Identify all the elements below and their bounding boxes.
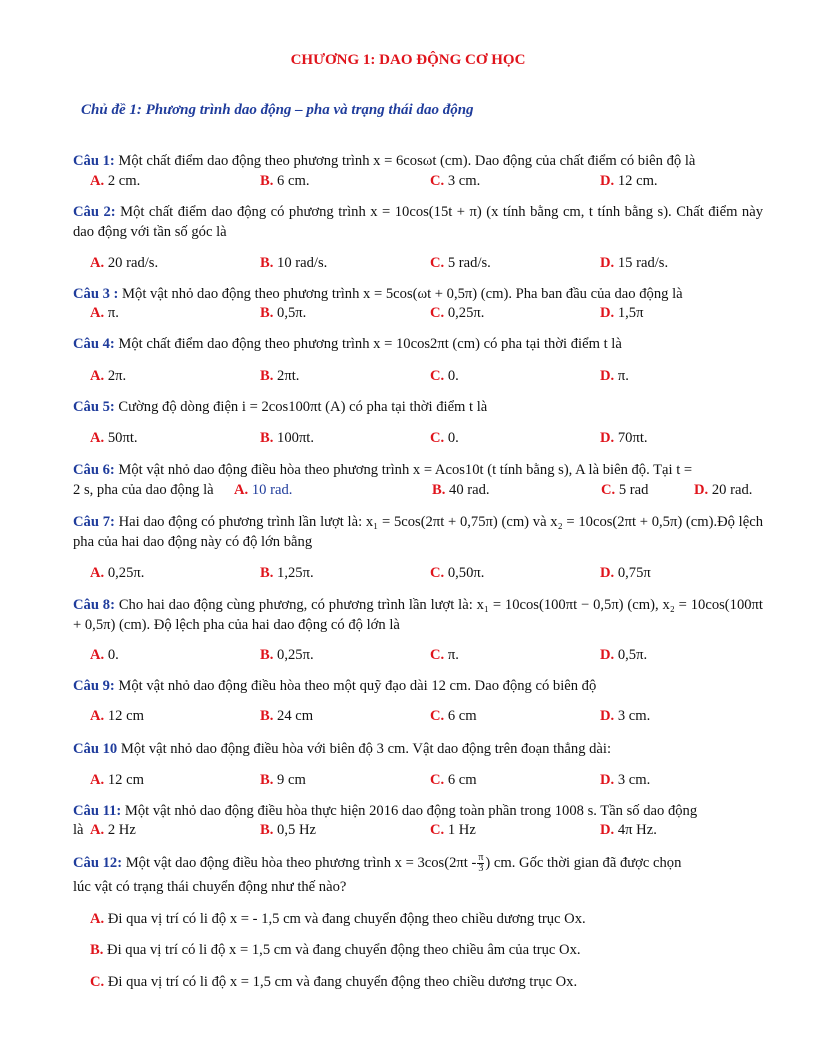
option-text: 12 cm — [107, 708, 144, 724]
option-letter: D. — [600, 822, 615, 838]
option-a — [234, 480, 292, 500]
option-letter: C. — [430, 305, 445, 321]
question-text: Một vật nhỏ dao động điều hòa theo phương trình x = Acos10t (t tính bằng s), A là biên độ. Tại t = — [114, 462, 693, 478]
option-c — [430, 770, 477, 790]
question-11 — [73, 801, 763, 821]
option-letter: B. — [432, 482, 446, 498]
question-7-options — [90, 563, 770, 583]
option-letter: B. — [260, 255, 274, 271]
question-4 — [73, 334, 763, 354]
question-12 — [73, 853, 763, 874]
fraction-numerator: π — [478, 852, 484, 864]
option-letter: D. — [600, 708, 615, 724]
question-text: Một chất điểm dao động theo phương trình x = 6cosωt (cm). Dao động của chất điểm có biên độ là — [114, 153, 696, 169]
option-text: 0,5π. — [617, 647, 648, 663]
question-text: lúc vật có trạng thái chuyển động như thế nào? — [73, 879, 347, 895]
option-letter: B. — [260, 708, 274, 724]
question-label: Câu 8: — [73, 597, 115, 613]
option-b — [260, 820, 316, 840]
option-a — [90, 171, 140, 191]
option-d — [600, 820, 657, 840]
chapter-title: CHƯƠNG 1: DAO ĐỘNG CƠ HỌC — [290, 52, 526, 68]
option-c — [430, 428, 459, 448]
question-6-line2 — [73, 480, 763, 500]
option-b — [90, 940, 770, 960]
question-10-options — [90, 770, 770, 790]
option-letter: D. — [600, 430, 615, 446]
option-text: 20 rad/s. — [107, 255, 159, 271]
topic-heading: Chủ đề 1: Phương trình dao động – pha và trạng thái dao động — [81, 102, 474, 118]
option-letter: D. — [694, 482, 709, 498]
option-text: 20 rad. — [711, 482, 753, 498]
option-text: 0. — [447, 368, 459, 384]
question-label: Câu 1: — [73, 153, 115, 169]
option-b — [260, 645, 314, 665]
option-text: 0,25π. — [447, 305, 485, 321]
option-d — [694, 480, 752, 500]
option-text: 12 cm. — [617, 173, 658, 189]
question-text: Cho hai dao động cùng phương, có phương trình lần lượt là: x₁ = 10cos(100πt − 0,5π) (cm), x₂ = 10cos(100πt + 0,5π) (cm). Độ lệch pha của hai dao động có độ lớn là — [73, 597, 763, 633]
option-letter: A. — [90, 430, 105, 446]
option-letter: C. — [430, 565, 445, 581]
option-text: 6 cm — [447, 772, 477, 788]
question-label: Câu 11: — [73, 803, 122, 819]
question-label: Câu 5: — [73, 399, 115, 415]
option-letter: B. — [260, 822, 274, 838]
option-d — [600, 428, 648, 448]
option-b — [432, 480, 490, 500]
question-text: Một chất điểm dao động theo phương trình x = 10cos2πt (cm) có pha tại thời điểm t là — [114, 336, 622, 352]
question-2 — [73, 202, 763, 242]
option-d — [600, 171, 658, 191]
option-c — [90, 972, 770, 992]
option-text: 1,25π. — [277, 565, 314, 581]
option-d — [600, 303, 643, 323]
fraction — [477, 853, 484, 874]
option-text: 1 Hz — [447, 822, 476, 838]
option-b — [260, 171, 309, 191]
option-letter: A. — [90, 565, 105, 581]
option-b — [260, 253, 327, 273]
option-text: 0,25π. — [277, 647, 314, 663]
option-a — [90, 909, 770, 929]
option-letter: B. — [260, 173, 274, 189]
option-text: 0,75π — [617, 565, 651, 581]
option-c — [430, 171, 480, 191]
option-text: 5 rad — [618, 482, 649, 498]
option-text: Đi qua vị trí có li độ x = 1,5 cm và đang chuyển động theo chiều âm của trục Ox. — [107, 942, 581, 958]
option-a — [90, 428, 138, 448]
option-text: 0,50π. — [447, 565, 485, 581]
option-d — [600, 706, 650, 726]
option-d — [600, 253, 668, 273]
option-letter: B. — [260, 368, 274, 384]
option-b — [260, 706, 313, 726]
question-text: Một vật nhỏ dao động điều hòa thực hiện 2016 dao động toàn phần trong 1008 s. Tần số dao động — [121, 803, 698, 819]
option-letter: C. — [430, 708, 445, 724]
option-letter: A. — [90, 255, 105, 271]
option-letter: C. — [601, 482, 616, 498]
question-9-options — [90, 706, 770, 726]
option-letter: A. — [90, 647, 105, 663]
option-b — [260, 303, 306, 323]
option-text: 0,5 Hz — [277, 822, 316, 838]
option-text: 2 Hz — [107, 822, 136, 838]
option-c — [430, 303, 484, 323]
option-letter: C. — [430, 822, 445, 838]
question-label: Câu 10 — [73, 741, 118, 757]
option-text: 0. — [447, 430, 459, 446]
option-a — [90, 820, 136, 840]
option-text: 15 rad/s. — [617, 255, 669, 271]
option-letter: C. — [430, 173, 445, 189]
question-text: Một vật nhỏ dao động theo phương trình x = 5cos(ωt + 0,5π) (cm). Pha ban đầu của dao động là — [118, 286, 683, 302]
option-text: 6 cm. — [277, 173, 310, 189]
option-text: 10 rad. — [251, 482, 293, 498]
question-label: Câu 6: — [73, 462, 115, 478]
question-label: Câu 12: — [73, 855, 123, 871]
option-text: 1,5π — [617, 305, 644, 321]
question-text: ) cm. Gốc thời gian đã được chọn — [485, 855, 682, 871]
option-letter: D. — [600, 565, 615, 581]
option-c — [430, 253, 491, 273]
question-label: Câu 4: — [73, 336, 115, 352]
option-letter: C. — [430, 368, 445, 384]
question-2-options — [90, 253, 770, 273]
option-text: 3 cm. — [617, 708, 651, 724]
question-8 — [73, 595, 763, 635]
option-d — [600, 770, 650, 790]
question-text: Một vật nhỏ dao động điều hòa với biên độ 3 cm. Vật dao động trên đoạn thẳng dài: — [117, 741, 612, 757]
option-a — [90, 303, 119, 323]
option-letter: C. — [430, 430, 445, 446]
question-6 — [73, 460, 763, 480]
option-b — [260, 770, 306, 790]
option-text: π. — [107, 305, 119, 321]
option-text: 50πt. — [107, 430, 138, 446]
option-text: 3 cm. — [617, 772, 651, 788]
question-label: Câu 3 : — [73, 286, 119, 302]
option-letter: C. — [430, 647, 445, 663]
option-letter: A. — [90, 708, 105, 724]
question-9 — [73, 676, 763, 696]
option-text: 0,5π. — [277, 305, 307, 321]
option-letter: D. — [600, 255, 615, 271]
option-text: 9 cm — [277, 772, 306, 788]
option-letter: B. — [260, 430, 274, 446]
question-4-options — [90, 366, 770, 386]
option-a — [90, 366, 126, 386]
question-text: Một vật nhỏ dao động điều hòa theo một quỹ đạo dài 12 cm. Dao động có biên độ — [114, 678, 597, 694]
question-11-line2 — [73, 820, 763, 840]
option-d — [600, 563, 651, 583]
option-text: 100πt. — [277, 430, 315, 446]
question-label: Câu 2: — [73, 204, 116, 220]
option-letter: A. — [90, 822, 105, 838]
question-text: Cường độ dòng điện i = 2cos100πt (A) có pha tại thời điểm t là — [114, 399, 488, 415]
option-c — [601, 480, 648, 500]
option-letter: D. — [600, 647, 615, 663]
option-a — [90, 770, 144, 790]
option-d — [600, 645, 647, 665]
option-letter: C. — [90, 974, 105, 990]
option-a — [90, 563, 144, 583]
option-letter: D. — [600, 772, 615, 788]
question-5 — [73, 397, 763, 417]
option-a — [90, 706, 144, 726]
question-3-options — [90, 303, 770, 323]
option-text: 70πt. — [617, 430, 648, 446]
option-text: π. — [617, 368, 629, 384]
option-c — [430, 706, 477, 726]
option-letter: B. — [260, 565, 274, 581]
option-text: 4π Hz. — [617, 822, 657, 838]
question-label: Câu 7: — [73, 514, 115, 530]
question-label: Câu 9: — [73, 678, 115, 694]
option-text: 10 rad/s. — [277, 255, 328, 271]
option-c — [430, 820, 476, 840]
option-letter: A. — [90, 911, 105, 927]
option-letter: B. — [90, 942, 104, 958]
option-text: 0,25π. — [107, 565, 145, 581]
option-text: Đi qua vị trí có li độ x = 1,5 cm và đang chuyển động theo chiều dương trục Ox. — [107, 974, 578, 990]
option-letter: B. — [260, 772, 274, 788]
question-1 — [73, 151, 763, 171]
option-letter: C. — [430, 772, 445, 788]
option-letter: B. — [260, 647, 274, 663]
option-text: 6 cm — [447, 708, 477, 724]
question-text: 2 s, pha của dao động là — [73, 482, 214, 498]
fraction-denominator: 3 — [478, 863, 484, 875]
option-letter: D. — [600, 173, 615, 189]
option-letter: A. — [234, 482, 249, 498]
question-10 — [73, 739, 763, 759]
option-text: 2πt. — [277, 368, 300, 384]
option-c — [430, 366, 459, 386]
option-text: 24 cm — [277, 708, 314, 724]
option-text: Đi qua vị trí có li độ x = - 1,5 cm và đang chuyển động theo chiều dương trục Ox. — [107, 911, 586, 927]
option-text: 0. — [107, 647, 119, 663]
option-d — [600, 366, 629, 386]
option-c — [430, 645, 459, 665]
option-b — [260, 366, 299, 386]
option-text: 40 rad. — [449, 482, 490, 498]
option-letter: B. — [260, 305, 274, 321]
question-8-options — [90, 645, 770, 665]
option-letter: A. — [90, 772, 105, 788]
option-letter: D. — [600, 305, 615, 321]
option-text: 12 cm — [107, 772, 144, 788]
question-text: Hai dao động có phương trình lần lượt là: x₁ = 5cos(2πt + 0,75π) (cm) và x₂ = 10cos(2πt + 0,5π) (cm).Độ lệch pha của hai dao động này có độ lớn bằng — [73, 514, 763, 550]
option-a — [90, 645, 119, 665]
option-b — [260, 563, 314, 583]
option-letter: A. — [90, 173, 105, 189]
question-12-line2 — [73, 877, 763, 897]
question-text: là — [73, 822, 84, 838]
question-text: Một chất điểm dao động có phương trình x = 10cos(15t + π) (x tính bằng cm, t tính bằng s). Chất điểm này dao động với tần số góc là — [73, 204, 763, 240]
option-c — [430, 563, 484, 583]
question-1-options — [90, 171, 770, 191]
option-text: 2 cm. — [107, 173, 141, 189]
option-letter: A. — [90, 305, 105, 321]
option-text: π. — [447, 647, 459, 663]
option-text: 2π. — [107, 368, 127, 384]
option-text: 3 cm. — [447, 173, 481, 189]
option-b — [260, 428, 314, 448]
option-letter: D. — [600, 368, 615, 384]
option-letter: A. — [90, 368, 105, 384]
question-text: Một vật dao động điều hòa theo phương trình x = 3cos(2πt - — [122, 855, 477, 871]
option-text: 5 rad/s. — [447, 255, 491, 271]
question-5-options — [90, 428, 770, 448]
option-letter: C. — [430, 255, 445, 271]
option-a — [90, 253, 158, 273]
question-7 — [73, 512, 763, 552]
question-3 — [73, 284, 763, 304]
